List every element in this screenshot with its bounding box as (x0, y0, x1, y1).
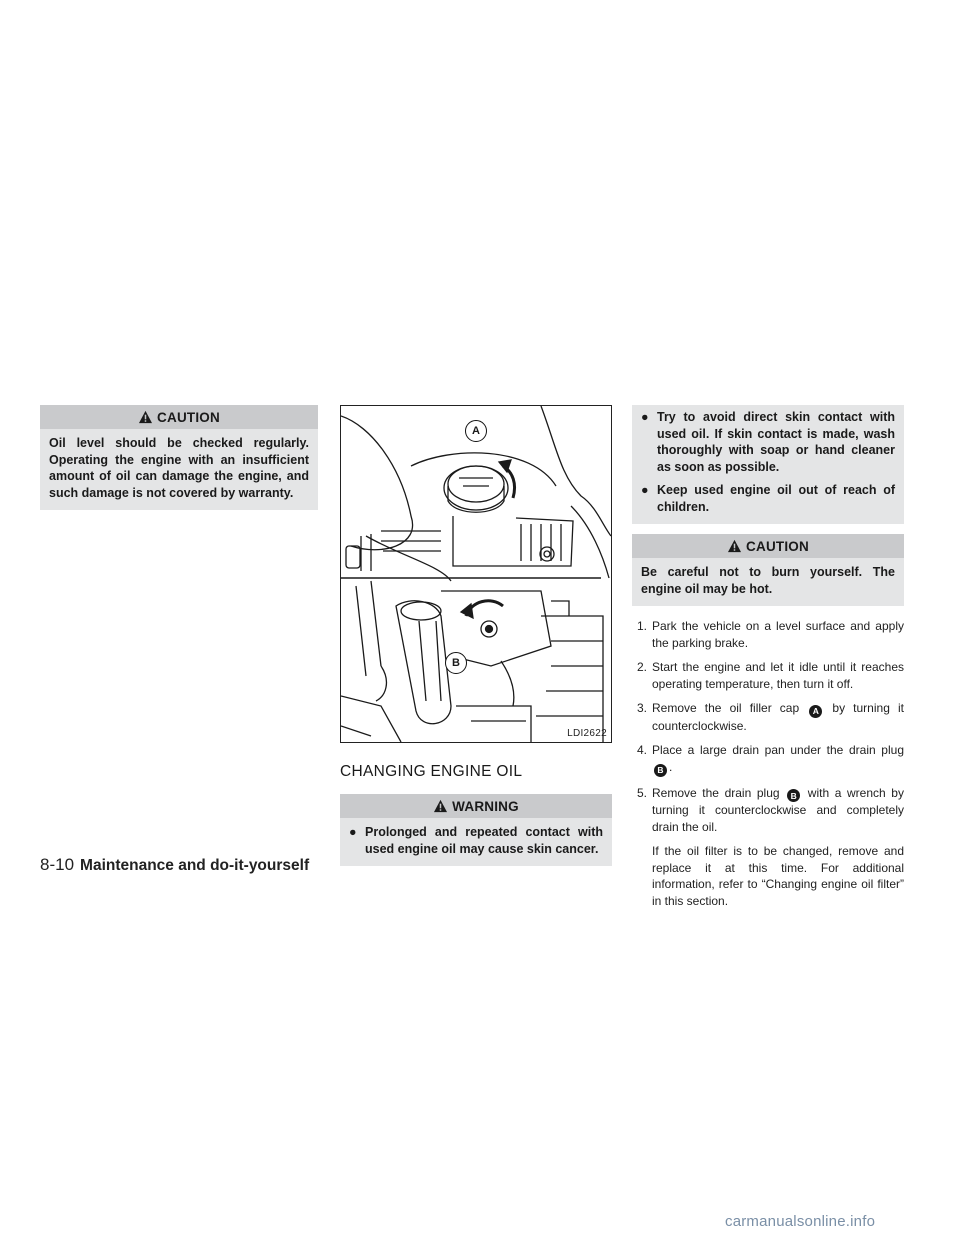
warning-triangle-icon (727, 539, 742, 553)
figure-label: LDI2622 (567, 728, 607, 739)
callout-a-badge: A (809, 705, 822, 718)
caution-box-2 (632, 534, 904, 606)
step-3: 3. Remove the oil filler cap A by turning it counterclockwise. (636, 701, 904, 733)
engine-illustration (340, 405, 612, 743)
warning-box-continued (632, 405, 904, 524)
warning-text-continued (632, 405, 904, 524)
middle-column (340, 405, 612, 866)
step-5-note: If the oil filter is to be changed, remove and replace it at this time. For additional information, refer to “Changing engine oil filter” in this section. (652, 844, 904, 908)
caution-header-2 (632, 534, 904, 558)
callout-b-badge: B (787, 789, 800, 802)
page-footer (40, 855, 309, 875)
warning-box (340, 794, 612, 866)
warning-heading: WARNING (452, 798, 519, 814)
warning-bullet: ● Keep used engine oil out of reach of children. (641, 483, 895, 514)
callout-a: A (465, 420, 487, 442)
step-5: 5. Remove the drain plug B with a wrench by turning it counterclockwise and completely drain the oil. If the oil filter is to be changed, remove and replace it at this time. For additional information, refer to “Changing engine oil filter” in this section. (636, 785, 904, 908)
caution-text: Oil level should be checked regularly. Operating the engine with an insufficient amount of oil can damage the engine, and such damage is not covered by warranty. (49, 436, 309, 500)
callout-b-badge: B (654, 764, 667, 777)
warning-triangle-icon (138, 410, 153, 424)
warning-text (340, 818, 612, 866)
warning-header (340, 794, 612, 818)
section-title: CHANGING ENGINE OIL (340, 763, 523, 780)
procedure-steps (632, 618, 904, 909)
step-1: 1. Park the vehicle on a level surface and apply the parking brake. (636, 619, 904, 650)
caution-box (40, 405, 318, 510)
caution-heading: CAUTION (157, 409, 220, 425)
caution-heading-2: CAUTION (746, 538, 809, 554)
callout-b: B (445, 652, 467, 674)
caution-text-2: Be careful not to burn yourself. The engine oil may be hot. (641, 565, 895, 596)
left-column (40, 405, 318, 510)
watermark: carmanualsonline.info (725, 1213, 876, 1230)
page-number: 8-10 (40, 855, 75, 874)
warning-triangle-icon (433, 799, 448, 813)
right-column (632, 405, 904, 909)
step-2: 2. Start the engine and let it idle until it reaches operating temperature, then turn it off. (636, 660, 904, 691)
caution-header (40, 405, 318, 429)
step-4: 4. Place a large drain pan under the drain plug B . (636, 743, 904, 775)
warning-bullet: ● Prolonged and repeated contact with used engine oil may cause skin cancer. (349, 825, 603, 856)
footer-section-name: Maintenance and do-it-yourself (80, 857, 310, 874)
engine-line-drawing (341, 406, 611, 742)
warning-bullet: ● Try to avoid direct skin contact with used oil. If skin contact is made, wash thoroughly with soap or hand cleaner as soon as possible. (641, 410, 895, 474)
